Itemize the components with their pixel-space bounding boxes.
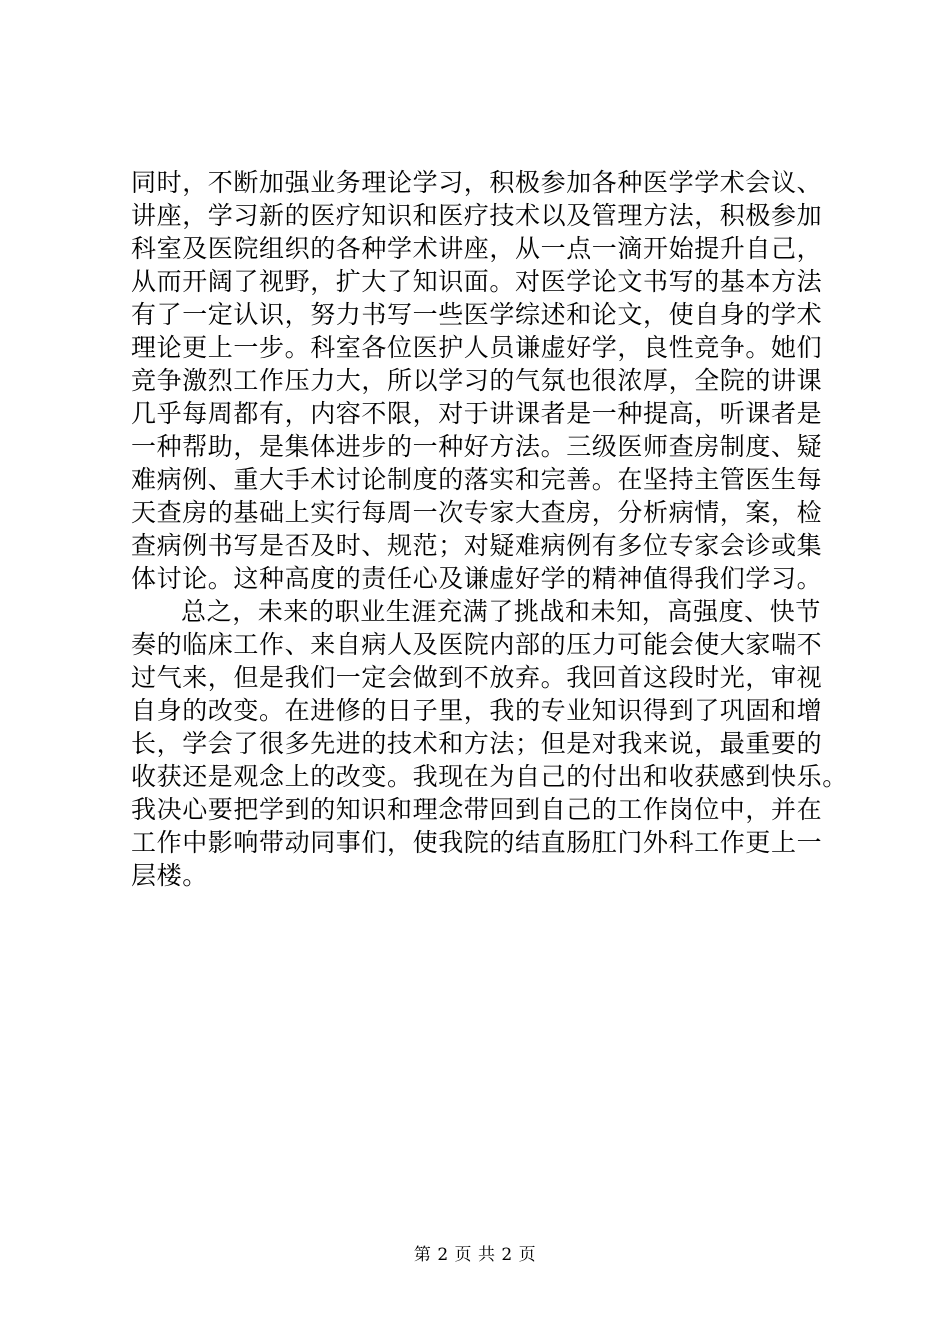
text-line: 层楼。 [131,861,208,890]
text-line: 理论更上一步。科室各位医护人员谦虚好学，良性竞争。她们 [131,333,823,362]
text-line: 讲座，学习新的医疗知识和医疗技术以及管理方法，积极参加 [131,201,823,230]
text-line: 过气来，但是我们一定会做到不放弃。我回首这段时光，审视 [131,663,823,692]
text-line: 我决心要把学到的知识和理念带回到自己的工作岗位中，并在 [131,795,823,824]
text-line: 天查房的基础上实行每周一次专家大查房，分析病情，案，检 [131,498,823,527]
text-line: 从而开阔了视野，扩大了知识面。对医学论文书写的基本方法 [131,267,823,296]
text-line: 有了一定认识，努力书写一些医学综述和论文，使自身的学术 [131,300,823,329]
text-line: 难病例、重大手术讨论制度的落实和完善。在坚持主管医生每 [131,465,823,494]
text-line: 长，学会了很多先进的技术和方法；但是对我来说，最重要的 [131,729,823,758]
text-line: 几乎每周都有，内容不限，对于讲课者是一种提高，听课者是 [131,399,823,428]
page-number-footer: 第 2 页 共 2 页 [413,1245,537,1265]
text-line: 查病例书写是否及时、规范；对疑难病例有多位专家会诊或集 [131,531,823,560]
text-line: 收获还是观念上的改变。我现在为自己的付出和收获感到快乐。 [131,762,848,791]
text-line: 自身的改变。在进修的日子里，我的专业知识得到了巩固和增 [131,696,823,725]
text-line: 工作中影响带动同事们，使我院的结直肠肛门外科工作更上一 [131,828,823,857]
text-line: 体讨论。这种高度的责任心及谦虚好学的精神值得我们学习。 [131,564,823,593]
text-line: 竞争激烈工作压力大，所以学习的气氛也很浓厚，全院的讲课 [131,366,823,395]
text-line: 同时，不断加强业务理论学习，积极参加各种医学学术会议、 [131,168,823,197]
text-line: 一种帮助，是集体进步的一种好方法。三级医师查房制度、疑 [131,432,823,461]
paragraph-start-line: 总之，未来的职业生涯充满了挑战和未知，高强度、快节 [181,597,822,626]
body-text [131,166,848,892]
text-line: 科室及医院组织的各种学术讲座，从一点一滴开始提升自己， [131,234,823,263]
text-line: 奏的临床工作、来自病人及医院内部的压力可能会使大家喘不 [131,630,823,659]
